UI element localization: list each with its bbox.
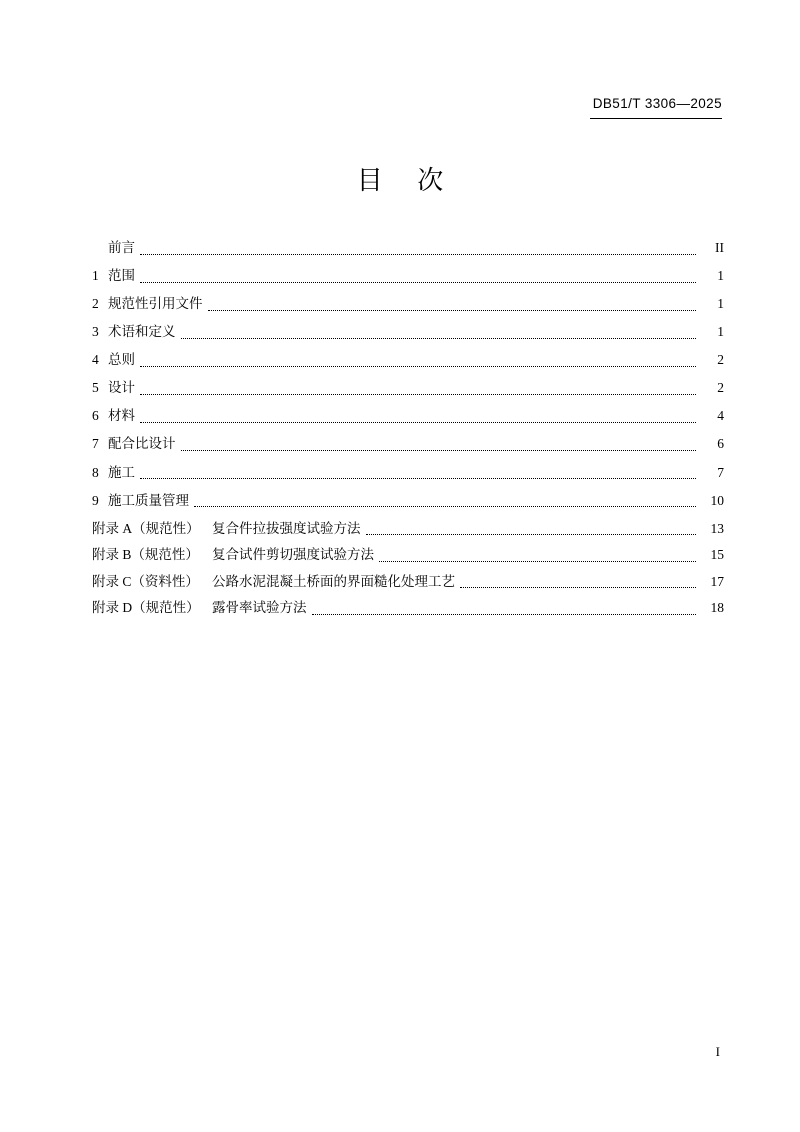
toc-leader-dots — [379, 560, 696, 562]
toc-leader-dots — [140, 281, 696, 283]
table-of-contents — [92, 238, 724, 625]
toc-entry-9[interactable] — [92, 491, 724, 511]
toc-entry-number: 8 — [92, 464, 99, 480]
toc-entry-appendix-b[interactable] — [92, 545, 724, 565]
toc-leader-dots — [140, 393, 696, 395]
toc-entry-number: 附录 C（资料性） — [92, 573, 199, 589]
toc-entry-label: 前言 — [108, 240, 135, 255]
toc-leader-dots — [140, 253, 696, 255]
toc-entry-7[interactable] — [92, 434, 724, 454]
toc-leader-dots — [140, 421, 696, 423]
toc-leader-dots — [181, 337, 697, 339]
toc-entry-number: 6 — [92, 408, 99, 424]
toc-entry-number: 1 — [92, 268, 99, 284]
toc-entry-1[interactable] — [92, 266, 724, 286]
toc-entry-8[interactable] — [92, 463, 724, 483]
toc-leader-dots — [140, 477, 696, 479]
toc-leader-dots — [140, 365, 696, 367]
toc-entry-page: 2 — [717, 380, 724, 396]
toc-entry-label: 范围 — [108, 268, 135, 284]
toc-entry-page: 2 — [717, 352, 724, 368]
toc-entry-number: 附录 B（规范性） — [92, 547, 199, 563]
toc-entry-preface[interactable] — [92, 238, 724, 258]
toc-entry-label: 施工 — [108, 464, 135, 480]
header-divider — [590, 118, 722, 119]
toc-entry-number: 9 — [92, 492, 99, 508]
toc-entry-page: 1 — [717, 296, 724, 312]
toc-entry-number: 4 — [92, 352, 99, 368]
toc-entry-2[interactable] — [92, 294, 724, 314]
toc-leader-dots — [366, 533, 697, 535]
toc-entry-label: 施工质量管理 — [108, 492, 189, 508]
toc-entry-page: 17 — [710, 573, 724, 589]
toc-entry-number: 3 — [92, 324, 99, 340]
toc-entry-number: 附录 A（规范性） — [92, 520, 200, 536]
toc-leader-dots — [181, 449, 697, 451]
toc-entry-page: 4 — [717, 408, 724, 424]
toc-leader-dots — [194, 505, 696, 507]
page-title: 目 次 — [356, 166, 458, 195]
toc-entry-number: 5 — [92, 380, 99, 396]
toc-entry-page: 13 — [710, 520, 724, 536]
footer-page-number: I — [715, 1044, 720, 1059]
toc-entry-page: 18 — [710, 600, 724, 616]
toc-entry-page: 1 — [717, 268, 724, 284]
toc-entry-number: 7 — [92, 436, 99, 452]
toc-entry-page: 7 — [717, 464, 724, 480]
toc-leader-dots — [312, 613, 697, 615]
toc-entry-page: 15 — [710, 547, 724, 563]
toc-entry-page: II — [715, 240, 724, 255]
toc-entry-label: 总则 — [108, 352, 135, 368]
toc-entry-3[interactable] — [92, 322, 724, 342]
toc-entry-5[interactable] — [92, 378, 724, 398]
toc-entry-page: 6 — [717, 436, 724, 452]
toc-entry-label: 规范性引用文件 — [108, 296, 203, 312]
toc-leader-dots — [208, 309, 697, 311]
toc-entry-label: 复合试件剪切强度试验方法 — [212, 547, 374, 563]
toc-entry-label: 复合件拉拔强度试验方法 — [212, 520, 361, 536]
toc-leader-dots — [460, 586, 696, 588]
toc-entry-label: 露骨率试验方法 — [212, 600, 307, 616]
toc-entry-label: 配合比设计 — [108, 436, 176, 452]
toc-entry-number: 2 — [92, 296, 99, 312]
toc-entry-appendix-d[interactable] — [92, 598, 724, 618]
toc-entry-number: 附录 D（规范性） — [92, 600, 200, 616]
toc-entry-6[interactable] — [92, 406, 724, 426]
toc-entry-appendix-c[interactable] — [92, 572, 724, 592]
toc-entry-label: 公路水泥混凝土桥面的界面糙化处理工艺 — [212, 573, 455, 589]
toc-entry-4[interactable] — [92, 350, 724, 370]
toc-entry-label: 术语和定义 — [108, 324, 176, 340]
toc-entry-label: 设计 — [108, 380, 135, 396]
standard-number-header: DB51/T 3306—2025 — [592, 96, 722, 111]
toc-entry-appendix-a[interactable] — [92, 519, 724, 539]
toc-entry-page: 10 — [710, 492, 724, 508]
toc-entry-label: 材料 — [108, 408, 135, 424]
toc-entry-page: 1 — [717, 324, 724, 340]
